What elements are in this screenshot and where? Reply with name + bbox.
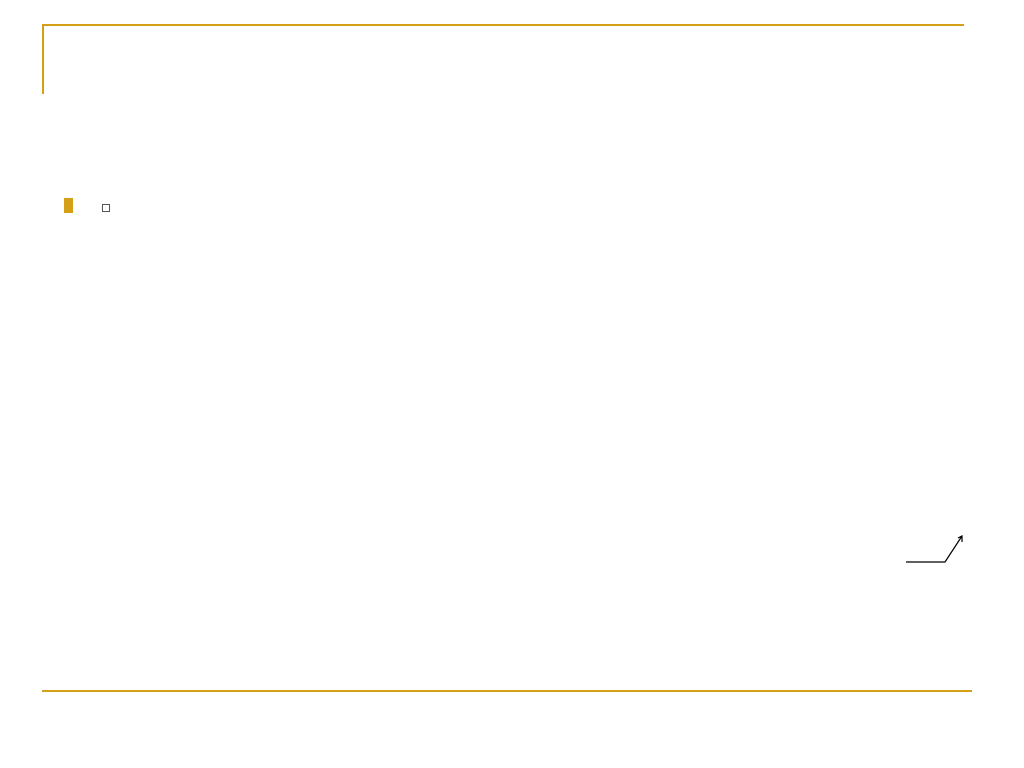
frame-top-rule [42,24,964,26]
square-bullet-icon [64,204,73,213]
frame-left-rule [42,24,44,94]
bullet-list [62,186,492,192]
thaw-zone-diagram [490,236,1024,584]
hollow-square-bullet-icon [102,204,110,212]
footer-rule [42,690,972,692]
unpermeable-boundary-annotation [906,536,962,562]
